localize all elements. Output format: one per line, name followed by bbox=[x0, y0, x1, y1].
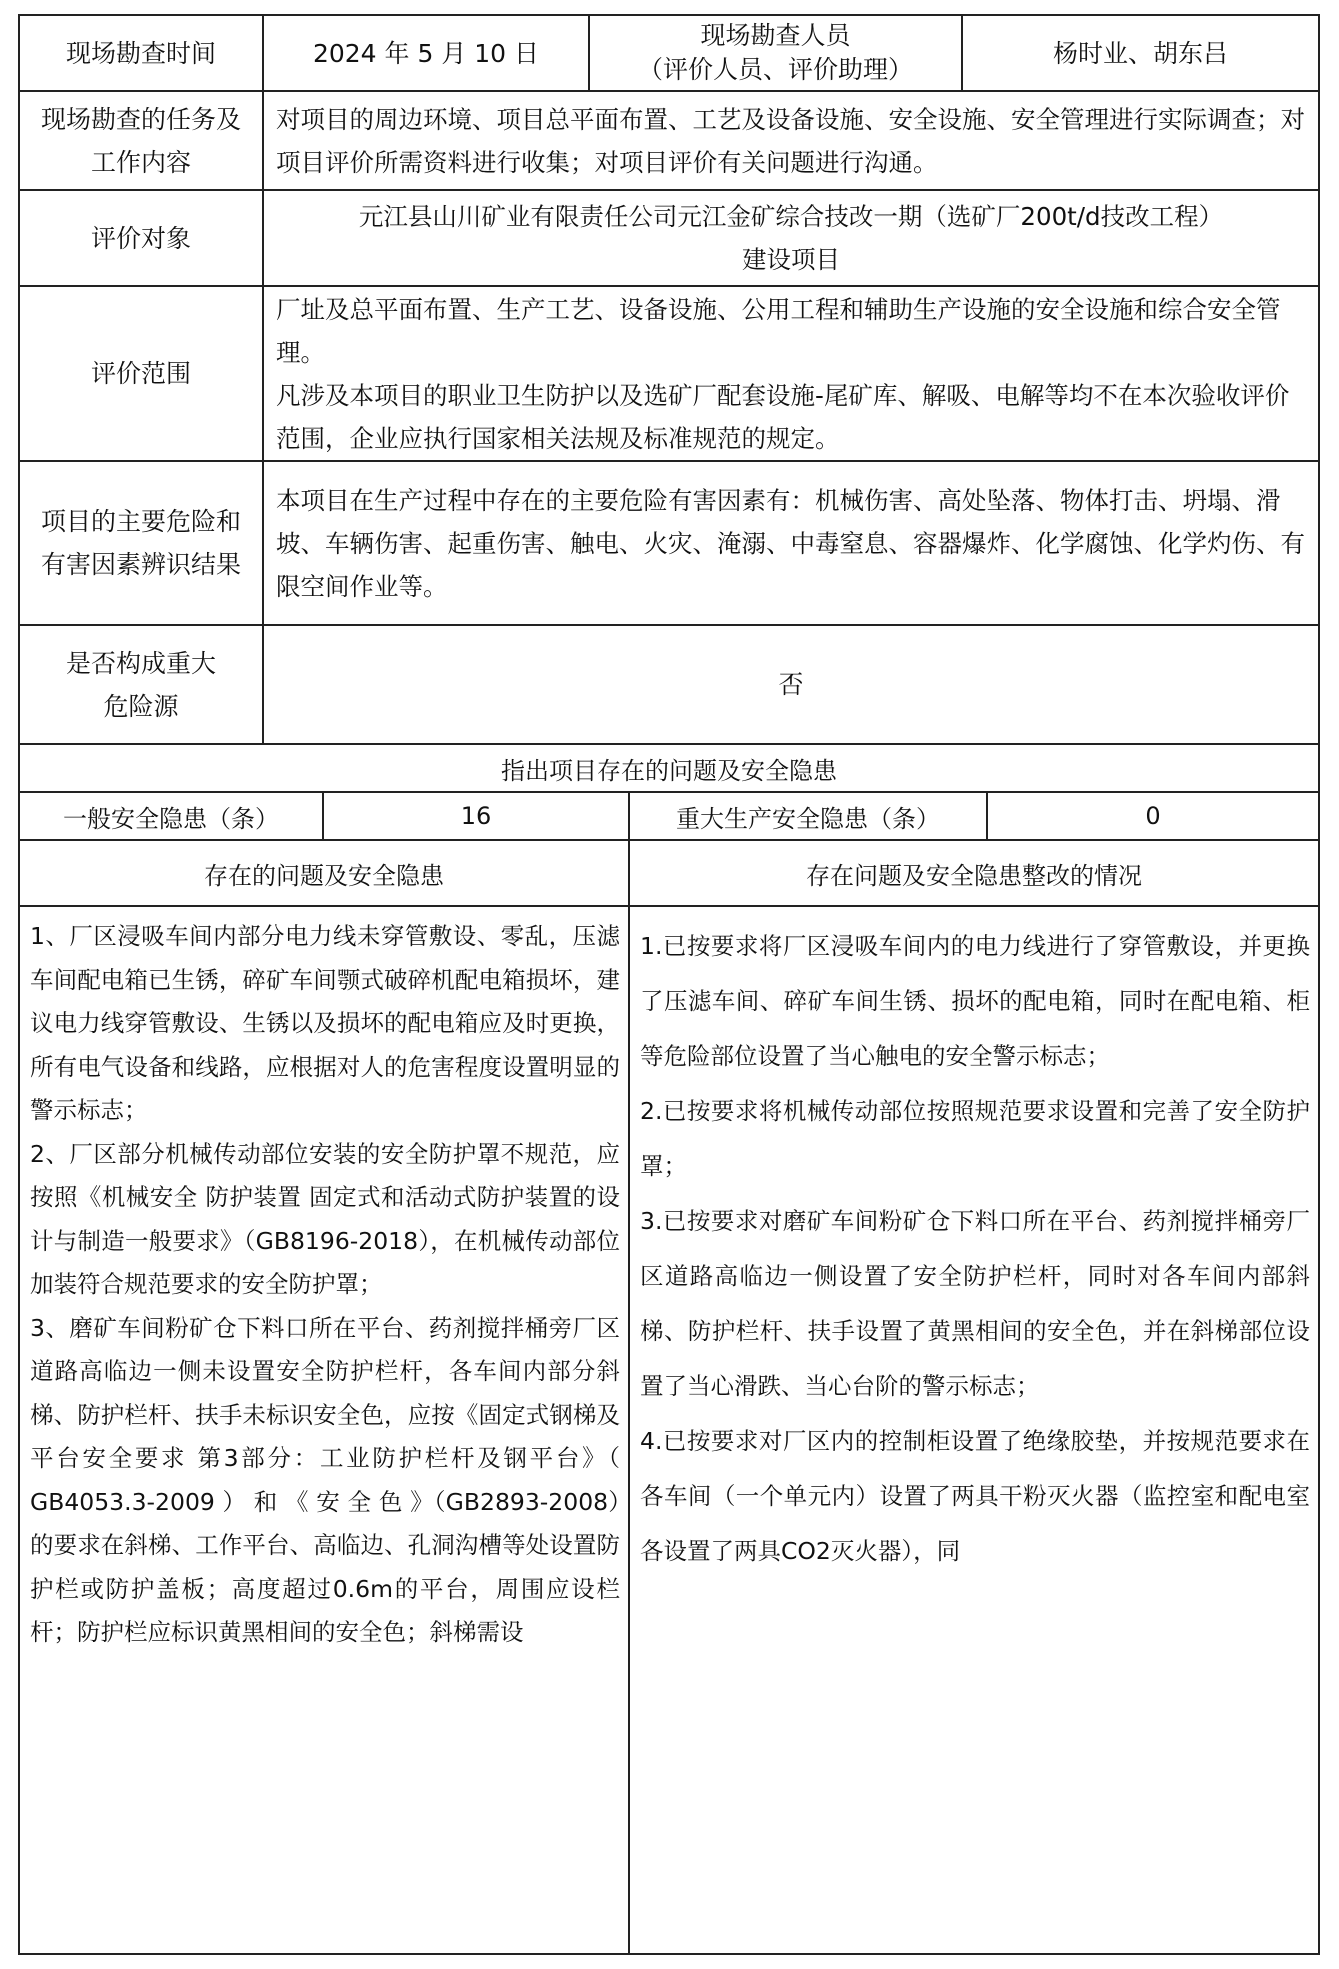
rectification-item: 3.已按要求对磨矿车间粉矿仓下料口所在平台、药剂搅拌桶旁厂区道路高临边一侧设置了安全防护栏杆，同时对各车间内部斜梯、防护栏杆、扶手设置了黄黑相间的安全色，并在斜梯部位设置了当心滑跌、当心台阶的警示标志； bbox=[640, 1207, 1310, 1400]
major-hazard-label: 是否构成重大危险源 bbox=[19, 625, 263, 744]
issues-column-header: 存在的问题及安全隐患 bbox=[19, 840, 629, 906]
issue-item: 1、厂区浸吸车间内部分电力线未穿管敷设、零乱，压滤车间配电箱已生锈，碎矿车间颚式破碎机配电箱损坏，建议电力线穿管敷设、生锈以及损坏的配电箱应及时更换，所有电气设备和线路，应根据对人的危害程度设置明显的警示标志； bbox=[30, 922, 620, 1124]
issues-title-row bbox=[19, 744, 1319, 792]
inspection-staff-label-line1: 现场勘查人员 bbox=[700, 21, 851, 50]
major-hazard-count: 0 bbox=[987, 792, 1319, 840]
inspection-time-value: 2024 年 5 月 10 日 bbox=[263, 15, 589, 91]
inspection-staff-label bbox=[589, 15, 962, 91]
issue-item: 2、厂区部分机械传动部位安装的安全防护罩不规范，应按照《机械安全 防护装置 固定式和活动式防护装置的设计与制造一般要求》（GB8196-2018），在机械传动部位加装符合规范要求的安全防护罩； bbox=[30, 1139, 620, 1298]
inspection-info-table bbox=[18, 14, 1320, 745]
rectification-list bbox=[629, 906, 1319, 1954]
issue-item: 3、磨矿车间粉矿仓下料口所在平台、药剂搅拌桶旁厂区道路高临边一侧未设置安全防护栏杆，各车间内部分斜梯、防护栏杆、扶手未标识安全色，应按《固定式钢梯及平台安全要求 第3部分：工业防护栏杆及钢平台》（ GB4053.3-2009 ） 和 《 安 全 色 》（GB2893-2008）的要求在斜梯、工作平台、高临边、孔洞沟槽等处设置防护栏或防护盖板；高度超过0.6m的平台，周围应设栏杆；防护栏应标识黄黑相间的安全色；斜梯需设 bbox=[30, 1313, 620, 1646]
inspection-record-page bbox=[18, 14, 1318, 1955]
inspection-time-row bbox=[19, 15, 1319, 91]
task-value: 对项目的周边环境、项目总平面布置、工艺及设备设施、安全设施、安全管理进行实际调查；对项目评价所需资料进行收集；对项目评价有关问题进行沟通。 bbox=[263, 91, 1319, 190]
hazard-value: 本项目在生产过程中存在的主要危险有害因素有：机械伤害、高处坠落、物体打击、坍塌、滑坡、车辆伤害、起重伤害、触电、火灾、淹溺、中毒窒息、容器爆炸、化学腐蚀、化学灼伤、有限空间作业等。 bbox=[263, 461, 1319, 625]
inspection-staff-value: 杨时业、胡东吕 bbox=[962, 15, 1319, 91]
inspection-time-label: 现场勘查时间 bbox=[19, 15, 263, 91]
object-label: 评价对象 bbox=[19, 190, 263, 286]
hazard-label: 项目的主要危险和有害因素辨识结果 bbox=[19, 461, 263, 625]
rectification-header-row bbox=[19, 840, 1319, 906]
rectification-item: 1.已按要求将厂区浸吸车间内的电力线进行了穿管敷设，并更换了压滤车间、碎矿车间生锈、损坏的配电箱，同时在配电箱、柜等危险部位设置了当心触电的安全警示标志； bbox=[640, 932, 1310, 1070]
general-hazard-label: 一般安全隐患（条） bbox=[19, 792, 323, 840]
object-value-line2: 建设项目 bbox=[742, 245, 840, 274]
hazard-row bbox=[19, 461, 1319, 625]
rectification-item: 4.已按要求对厂区内的控制柜设置了绝缘胶垫，并按规范要求在各车间（一个单元内）设置了两具干粉灭火器（监控室和配电室各设置了两具CO2灭火器），同 bbox=[640, 1427, 1310, 1565]
major-hazard-count-label: 重大生产安全隐患（条） bbox=[629, 792, 987, 840]
major-hazard-value: 否 bbox=[263, 625, 1319, 744]
object-value bbox=[263, 190, 1319, 286]
issues-list bbox=[19, 906, 629, 1954]
scope-value bbox=[263, 286, 1319, 461]
rectification-body-row bbox=[19, 906, 1319, 1954]
general-hazard-count: 16 bbox=[323, 792, 629, 840]
rectification-item: 2.已按要求将机械传动部位按照规范要求设置和完善了安全防护罩； bbox=[640, 1097, 1310, 1180]
scope-paragraph-2: 凡涉及本项目的职业卫生防护以及选矿厂配套设施-尾矿库、解吸、电解等均不在本次验收评价范围，企业应执行国家相关法规及标准规范的规定。 bbox=[276, 380, 1290, 453]
object-row bbox=[19, 190, 1319, 286]
scope-row bbox=[19, 286, 1319, 461]
major-hazard-row bbox=[19, 625, 1319, 744]
issues-table bbox=[18, 743, 1320, 841]
inspection-staff-label-line2: （评价人员、评价助理） bbox=[637, 55, 913, 84]
scope-label: 评价范围 bbox=[19, 286, 263, 461]
scope-paragraph-1: 厂址及总平面布置、生产工艺、设备设施、公用工程和辅助生产设施的安全设施和综合安全管理。 bbox=[276, 294, 1281, 367]
rectification-table bbox=[18, 839, 1320, 1955]
task-row bbox=[19, 91, 1319, 190]
rectification-column-header: 存在问题及安全隐患整改的情况 bbox=[629, 840, 1319, 906]
task-label: 现场勘查的任务及工作内容 bbox=[19, 91, 263, 190]
issues-count-row bbox=[19, 792, 1319, 840]
object-value-line1: 元江县山川矿业有限责任公司元江金矿综合技改一期（选矿厂200t/d技改工程） bbox=[358, 202, 1224, 231]
issues-section-title: 指出项目存在的问题及安全隐患 bbox=[19, 744, 1319, 792]
